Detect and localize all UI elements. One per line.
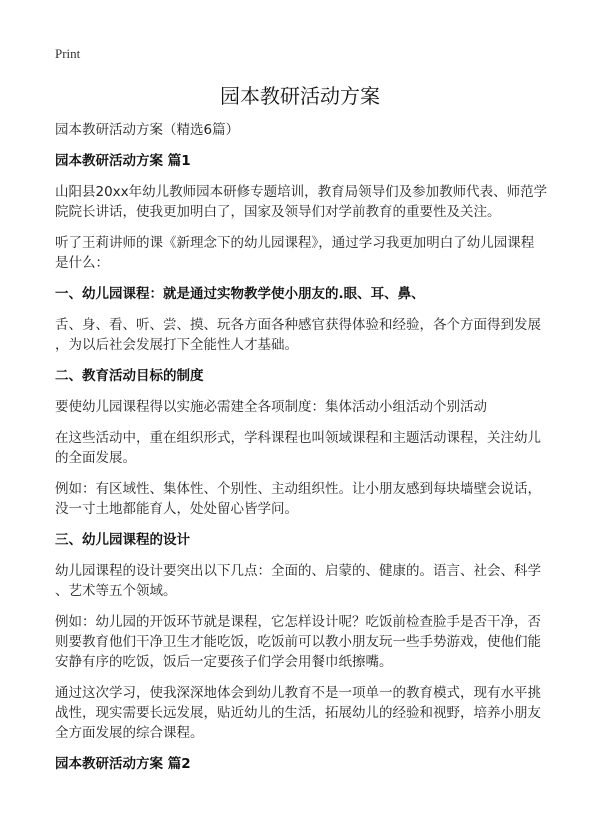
text-line: 一、幼儿园课程：就是通过实物教学使小朋友的.眼、耳、鼻、 [55,286,425,302]
text-line: 园本教研活动方案（精选6篇） [55,122,240,138]
paragraph [55,120,545,140]
paragraph [55,561,545,601]
paragraph [55,233,545,273]
text-line: 、艺术等五个领域。 [55,583,177,599]
paragraph [55,612,545,672]
paragraph [55,683,545,743]
text-line: 三、幼儿园课程的设计 [55,532,190,548]
text-line: 安静有序的吃饭，饭后一定要孩子们学会用餐巾纸擦嘴。 [55,654,393,670]
text-line: 例如：有区域性、集体性、个别性、主动组织性。让小朋友感到每块墙壁会说话， [55,481,541,497]
section-heading [55,530,545,550]
text-line: 园本教研活动方案 篇1 [55,153,191,169]
paragraph [55,315,545,355]
text-line: 二、教育活动目标的制度 [55,368,204,384]
paragraph [55,397,545,417]
text-line: 舌、身、看、听、尝、摸、玩各方面各种感官获得体验和经验，各个方面得到发展 [55,317,541,333]
text-line: 要使幼儿园课程得以实施必需建全各项制度：集体活动小组活动个别活动 [55,399,487,415]
text-line: 园本教研活动方案 篇2 [55,756,191,772]
text-line: 没一寸土地都能育人，处处留心皆学问。 [55,501,298,517]
text-line: 战性，现实需要长远发展，贴近幼儿的生活，拓展幼儿的经验和视野，培养小朋友 [55,705,541,721]
print-link[interactable]: Print [55,46,81,61]
paragraph [55,479,545,519]
text-line: 全方面发展的综合课程。 [55,725,204,741]
text-line: 院院长讲话，使我更加明白了，国家及领导们对学前教育的重要性及关注。 [55,204,501,220]
section-heading [55,754,545,774]
paragraph [55,428,545,468]
text-line: 是什么： [55,255,109,271]
text-line: 山阳县20xx年幼儿教师园本研修专题培训，教育局领导们及参加教师代表、师范学 [55,184,548,200]
text-line: 通过这次学习，使我深深地体会到幼儿教育不是一项单一的教育模式，现有水平挑 [55,685,541,701]
section-heading [55,284,545,304]
text-line: 例如：幼儿园的开饭环节就是课程，它怎样设计呢？吃饭前检查脸手是否干净，否 [55,614,541,630]
text-line: 则要教育他们干净卫生才能吃饭，吃饭前可以教小朋友玩一些手势游戏，使他们能 [55,634,541,650]
page-title: 园本教研活动方案 [220,84,380,108]
document-body [55,120,548,785]
text-line: 的全面发展。 [55,450,136,466]
paragraph [55,182,548,222]
section-heading [55,151,545,171]
text-line: 听了王莉讲师的课《新理念下的幼儿园课程》，通过学习我更加明白了幼儿园课程 [55,235,535,251]
section-heading [55,366,545,386]
text-line: 幼儿园课程的设计要突出以下几点：全面的、启蒙的、健康的。语言、社会、科学 [55,563,541,579]
text-line: 在这些活动中，重在组织形式，学科课程也叫领域课程和主题活动课程，关注幼儿 [55,430,541,446]
text-line: ，为以后社会发展打下全能性人才基础。 [55,337,298,353]
